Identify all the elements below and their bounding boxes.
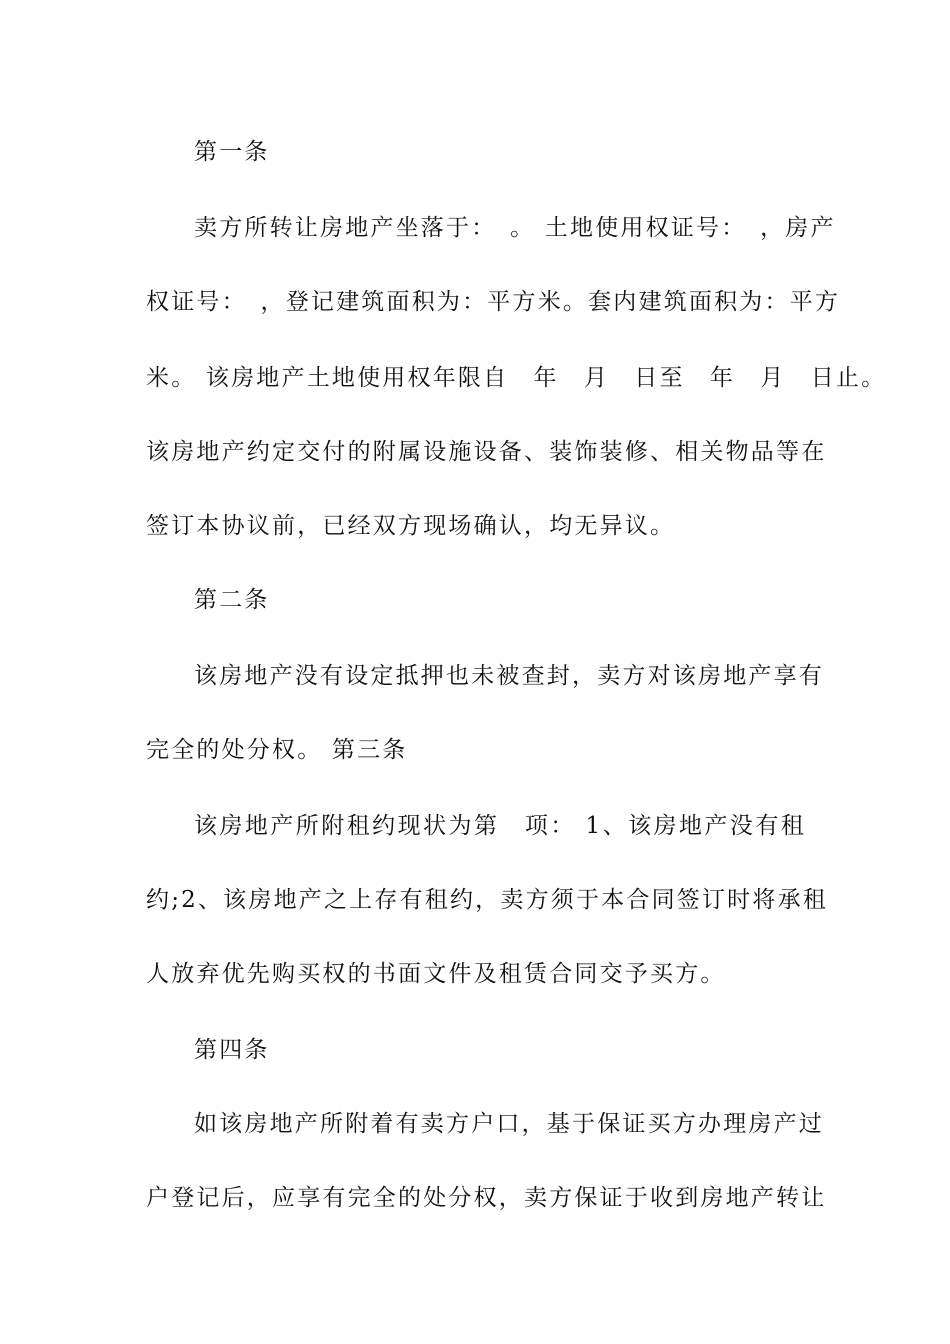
article-4-heading: 第四条 <box>194 1037 270 1063</box>
text-line: 卖方所转让房地产坐落于： 。 土地使用权证号： ，房产 <box>194 215 836 241</box>
text-line: 完全的处分权。 第三条 <box>146 737 408 763</box>
article-2-heading: 第二条 <box>194 587 270 613</box>
text-line: 该房地产没有设定抵押也未被查封，卖方对该房地产享有 <box>194 663 824 689</box>
text-line: 户登记后，应享有完全的处分权，卖方保证于收到房地产转让 <box>146 1185 827 1211</box>
text-line: 签订本协议前，已经双方现场确认，均无异议。 <box>146 513 676 539</box>
text-line: 该房地产所附租约现状为第 项： 1、该房地产没有租 <box>194 813 806 839</box>
text-line: 该房地产约定交付的附属设施设备、装饰装修、相关物品等在 <box>146 439 827 465</box>
text-line: 人放弃优先购买权的书面文件及租赁合同交予买方。 <box>146 961 726 987</box>
text-line: 如该房地产所附着有卖方户口，基于保证买方办理房产过 <box>194 1111 824 1137</box>
text-line: 米。 该房地产土地使用权年限自 年 月 日至 年 月 日止。 <box>146 365 887 391</box>
text-line: 约;2、该房地产之上存有租约，卖方须于本合同签订时将承租 <box>146 887 828 913</box>
article-1-heading: 第一条 <box>194 139 270 165</box>
text-line: 权证号： ，登记建筑面积为：平方米。套内建筑面积为：平方 <box>146 289 841 315</box>
